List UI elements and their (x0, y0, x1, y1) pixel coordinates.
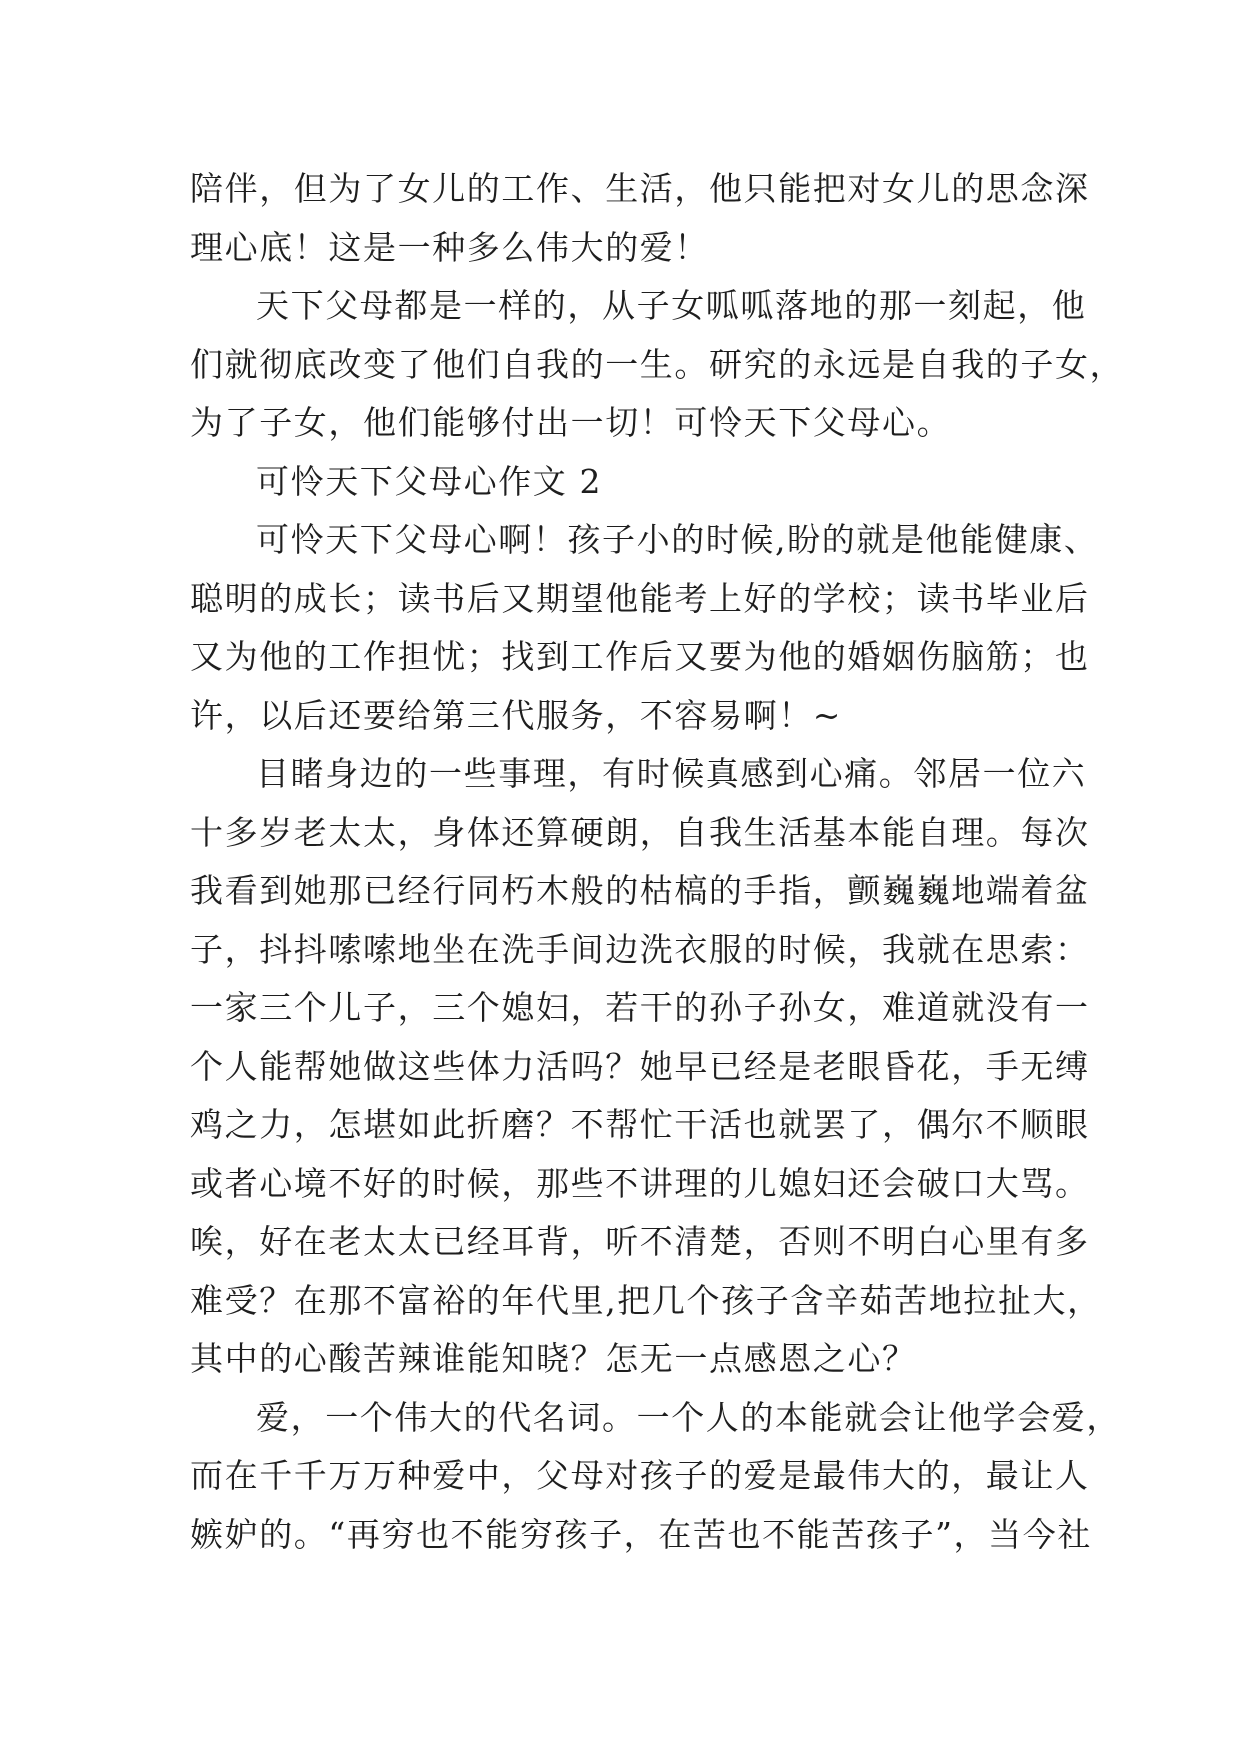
text-line: 陪伴，但为了女儿的工作、生活，他只能把对女儿的思念深 (190, 169, 1090, 208)
text-line: 唉，好在老太太已经耳背，听不清楚，否则不明白心里有多 (190, 1222, 1090, 1261)
text-line: 许，以后还要给第三代服务，不容易啊！~ (190, 695, 843, 735)
section-heading: 可怜天下父母心作文 2 (256, 461, 603, 501)
text-line: 其中的心酸苦辣谁能知晓？怎无一点感恩之心？ (190, 1339, 917, 1378)
text-line: 或者心境不好的时候，那些不讲理的儿媳妇还会破口大骂。 (190, 1163, 1090, 1203)
text-line: 子，抖抖嗦嗦地坐在洗手间边洗衣服的时候，我就在思索： (190, 929, 1090, 969)
text-line: 我看到她那已经行同朽木般的枯槁的手指，颤巍巍地端着盆 (190, 871, 1090, 910)
text-line: 鸡之力，怎堪如此折磨？不帮忙干活也就罢了，偶尔不顺眼 (190, 1105, 1090, 1144)
text-line: 们就彻底改变了他们自我的一生。研究的永远是自我的子女， (190, 344, 1125, 384)
text-line: 天下父母都是一样的，从子女呱呱落地的那一刻起，他 (256, 286, 1087, 325)
text-line: 嫉妒的。“再穷也不能穷孩子，在苦也不能苦孩子”，当今社 (190, 1514, 1092, 1554)
text-line: 又为他的工作担忧；找到工作后又要为他的婚姻伤脑筋；也 (190, 637, 1090, 676)
text-line: 一家三个儿子，三个媳妇，若干的孙子孙女，难道就没有一 (190, 988, 1090, 1027)
text-line: 理心底！这是一种多么伟大的爱！ (190, 227, 709, 267)
text-line: 爱，一个伟大的代名词。一个人的本能就会让他学会爱， (256, 1397, 1121, 1437)
text-line: 难受？在那不富裕的年代里,把几个孩子含辛茹苦地拉扯大， (190, 1280, 1102, 1320)
essay-body-text (190, 160, 1125, 1564)
text-line: 聪明的成长；读书后又期望他能考上好的学校；读书毕业后 (190, 578, 1090, 618)
text-line: 个人能帮她做这些体力活吗？她早已经是老眼昏花，手无缚 (190, 1046, 1090, 1086)
text-line: 为了子女，他们能够付出一切！可怜天下父母心。 (190, 403, 952, 442)
text-line: 目睹身边的一些事理，有时候真感到心痛。邻居一位六 (256, 754, 1087, 793)
text-line: 而在千千万万种爱中，父母对孩子的爱是最伟大的，最让人 (190, 1456, 1090, 1495)
text-line: 可怜天下父母心啊！孩子小的时候,盼的就是他能健康、 (256, 520, 1099, 559)
text-line: 十多岁老太太，身体还算硬朗，自我生活基本能自理。每次 (190, 812, 1090, 852)
